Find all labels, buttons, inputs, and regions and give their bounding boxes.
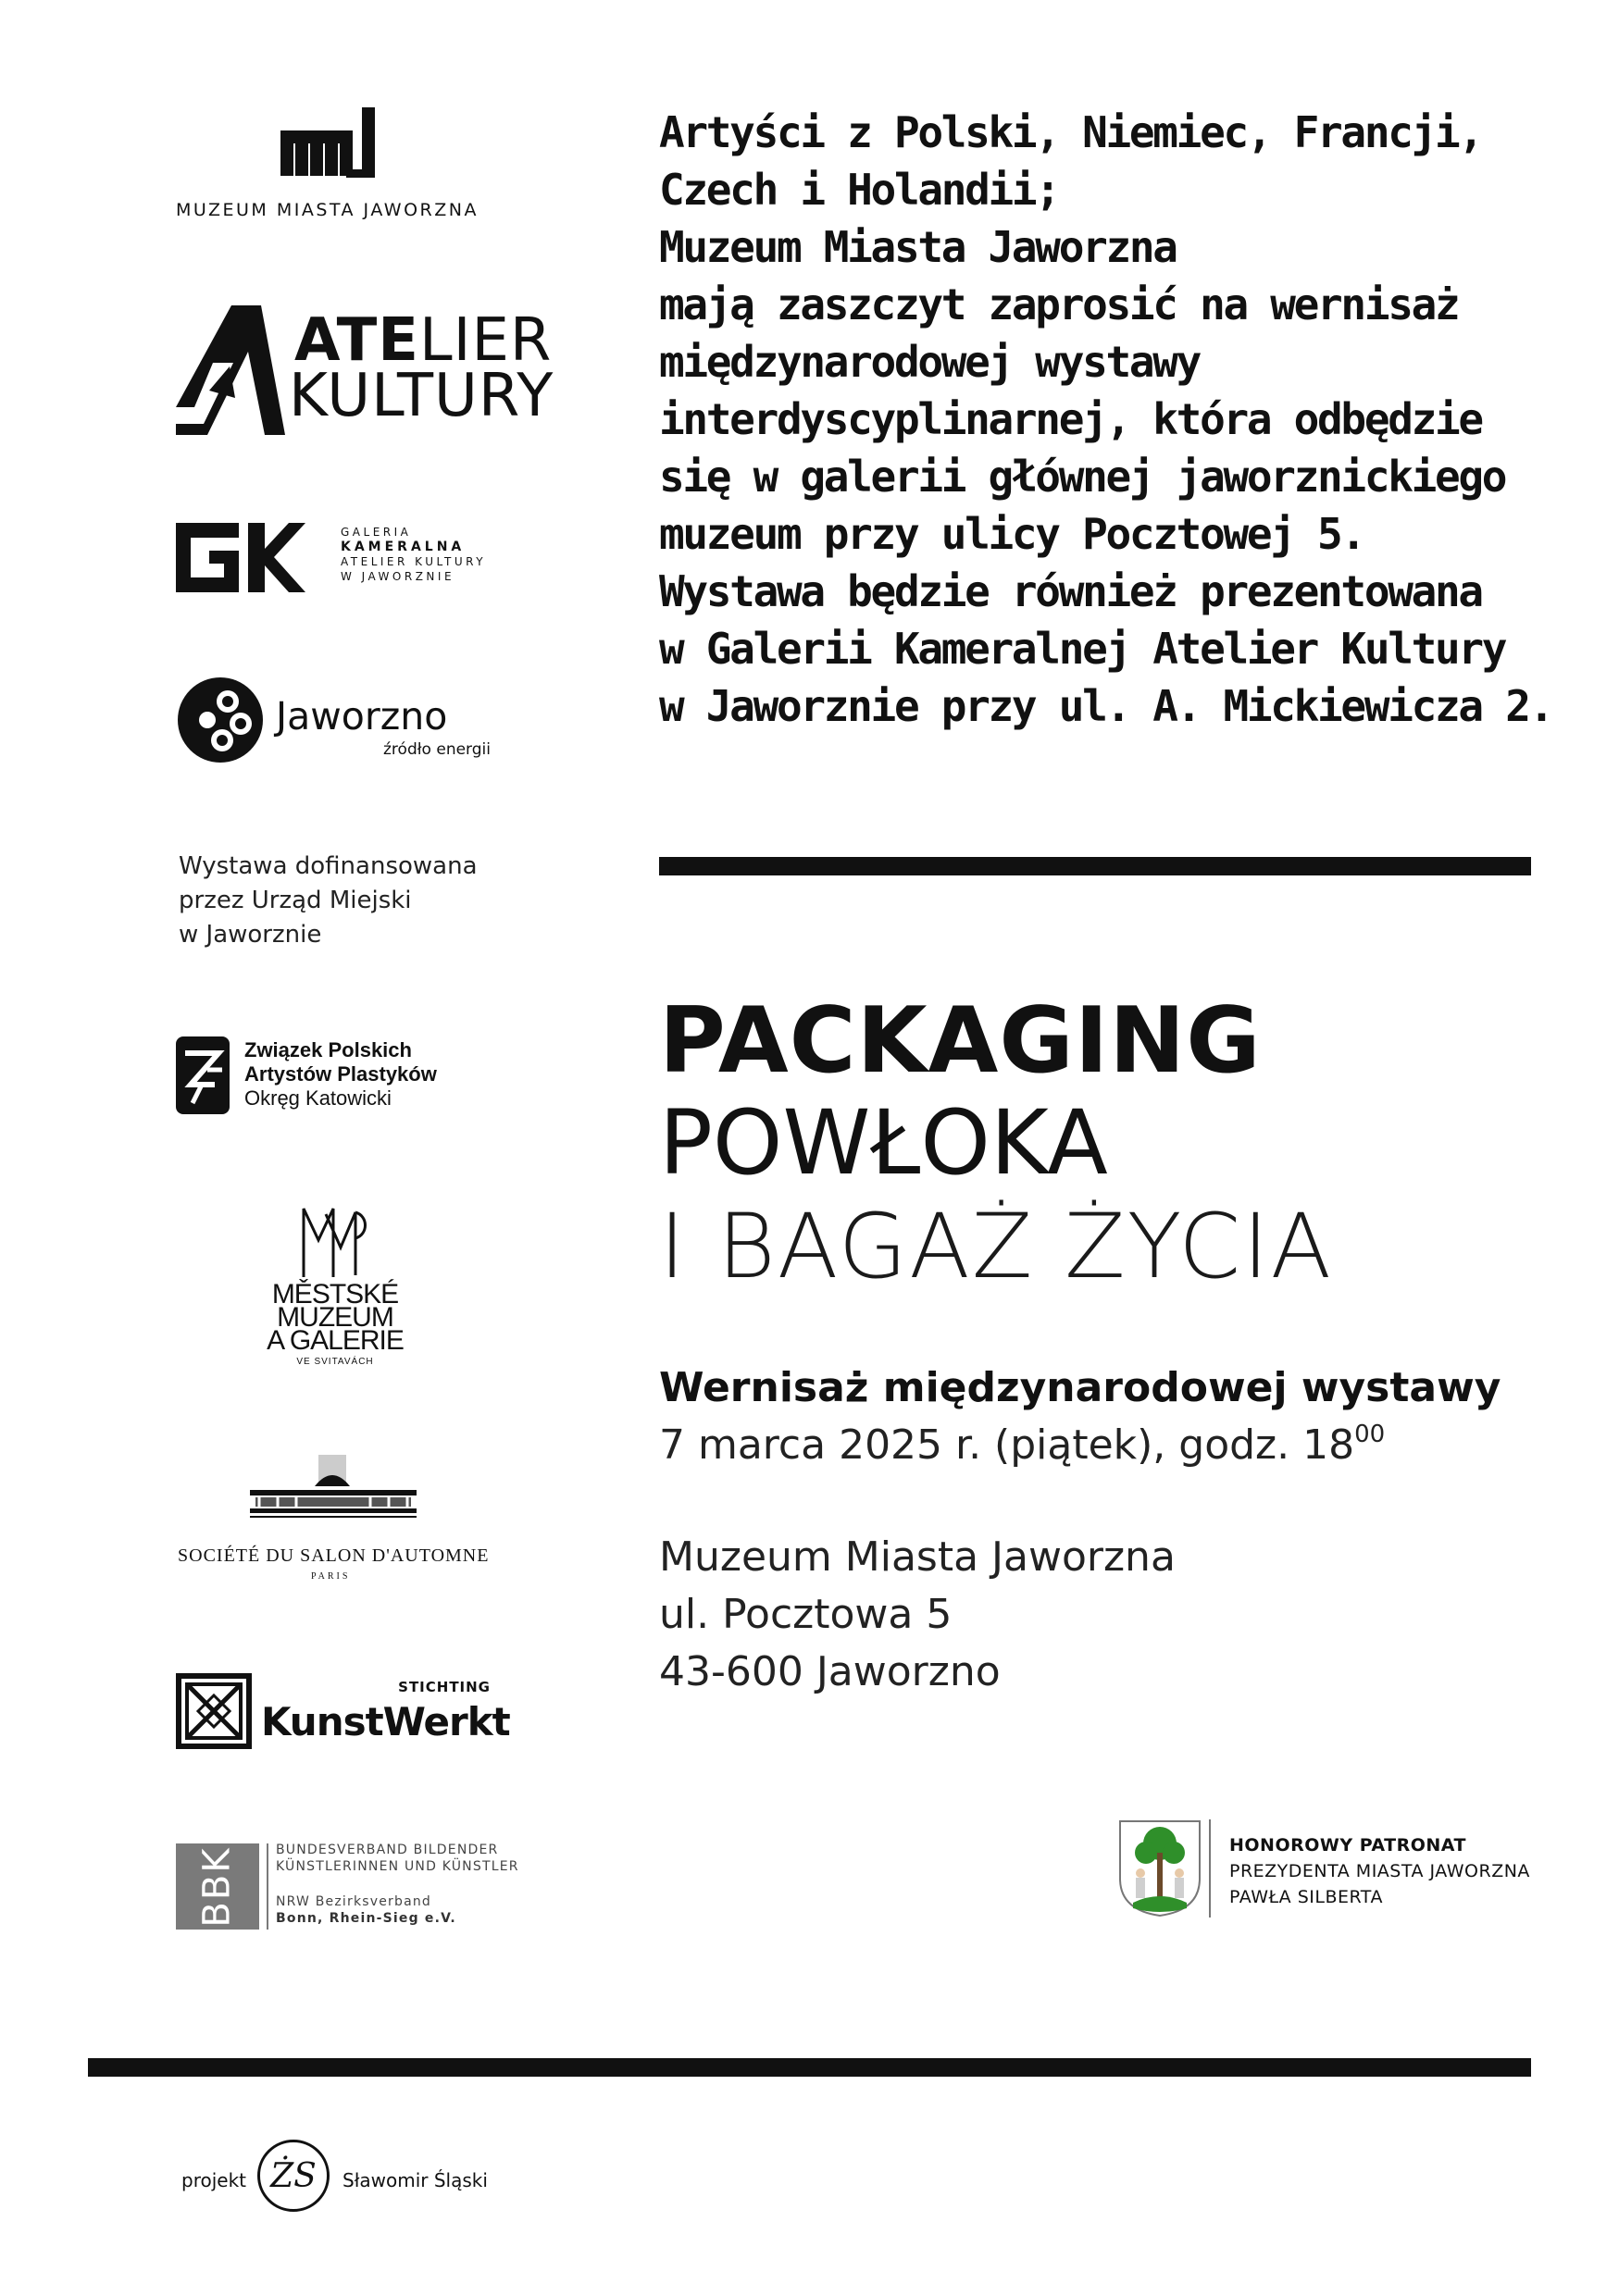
title-line-1: PACKAGING — [659, 988, 1262, 1094]
event-date: 7 marca 2025 r. (piątek), godz. $18^{00}$ — [659, 1421, 1386, 1469]
muzeum-mark-icon — [280, 104, 381, 178]
honorary-patronage: HONOROWY PATRONAT PREZYDENTA MIASTA JAWORZNA PAWŁA SILBERTA — [1229, 1835, 1530, 1907]
logo-kunstwerkt — [176, 1673, 510, 1751]
logo-bbk — [176, 1843, 519, 1931]
bbk-block — [176, 1843, 259, 1930]
jaworzno-tagline: źródło energii — [383, 740, 491, 759]
jaworzno-mark-icon — [176, 676, 265, 764]
salon-name: SOCIÉTÉ DU SALON D'AUTOMNE — [178, 1545, 490, 1566]
mestske-text: MĚSTSKÉ MUZEUM A GALERIE — [267, 1279, 404, 1356]
logo-galeria-kameralna — [176, 523, 491, 592]
cofunding-note: Wystawa dofinansowana przez Urząd Miejski w Jaworznie — [179, 852, 478, 949]
atelier-wordmark: ATELIER KULTURY — [289, 306, 554, 430]
jaworzno-coat-of-arms-icon — [1118, 1819, 1202, 1917]
salon-city: PARIS — [311, 1571, 351, 1582]
zpap-text: Związek Polskich Artystów Plastyków Okręg Katowicki — [244, 1038, 437, 1110]
jaworzno-name: Jaworzno — [276, 694, 448, 738]
logo-jaworzno — [176, 676, 491, 768]
salon-palace-icon — [250, 1455, 417, 1521]
atelier-a-mark-icon — [176, 305, 287, 435]
gk-text: GALERIA KAMERALNA ATELIER KULTURY W JAWORZNIE — [341, 526, 487, 583]
logo-atelier-kultury — [176, 305, 554, 435]
muzeum-caption: MUZEUM MIASTA JAWORZNA — [176, 200, 479, 220]
event-heading: Wernisaż międzynarodowej wystawy — [659, 1364, 1501, 1411]
kunstwerkt-mark-icon — [176, 1673, 252, 1749]
patron-divider — [1209, 1819, 1211, 1917]
footer-author: Sławomir Śląski — [342, 2169, 488, 2191]
mestske-sub: VE SVITAVÁCH — [296, 1357, 374, 1367]
gk-mark-icon — [176, 523, 305, 592]
divider-bottom — [88, 2058, 1531, 2077]
divider-top — [659, 857, 1531, 875]
title-line-3: I BAGAŻ ŻYCIA — [659, 1195, 1334, 1298]
event-time-minutes: 00 — [1354, 1421, 1386, 1448]
kunstwerkt-name: KunstWerkt — [261, 1699, 510, 1744]
kunstwerkt-stichting: STICHTING — [398, 1679, 491, 1695]
logo-mestske-muzeum — [252, 1203, 418, 1374]
logo-salon-automne — [176, 1455, 491, 1589]
bbk-mark: BBK — [196, 1845, 239, 1928]
footer-label: projekt — [181, 2169, 246, 2191]
mestske-monogram-icon — [298, 1203, 372, 1281]
title-line-2: POWŁOKA — [659, 1091, 1108, 1195]
author-monogram-icon: ŻS — [257, 2140, 330, 2212]
bbk-text: BUNDESVERBAND BILDENDER KÜNSTLERINNEN UND KÜNSTLER NRW Bezirksverband Bonn, Rhein-Sieg e.V. — [276, 1843, 519, 1926]
event-address: Muzeum Miasta Jaworzna ul. Pocztowa 5 43-600 Jaworzno — [659, 1533, 1176, 1695]
intro-paragraph: Artyści z Polski, Niemiec, Francji, Czech i Holandii; Muzeum Miasta Jaworzna mają zaszczyt zaprosić na wernisaż międzynarodowej wystawy interdyscyplinarnej, która odbędzie się w galerii głównej jaworznickiego muzeum przy ulicy Pocztowej 5. Wystawa będzie również prezentowana w Galerii Kameralnej Atelier Kultury w Jaworznie przy ul. A. Mickiewicza 2. — [659, 107, 1552, 731]
zpap-mark-icon — [176, 1036, 231, 1114]
bbk-divider — [267, 1843, 268, 1930]
logo-zpap — [176, 1035, 509, 1118]
